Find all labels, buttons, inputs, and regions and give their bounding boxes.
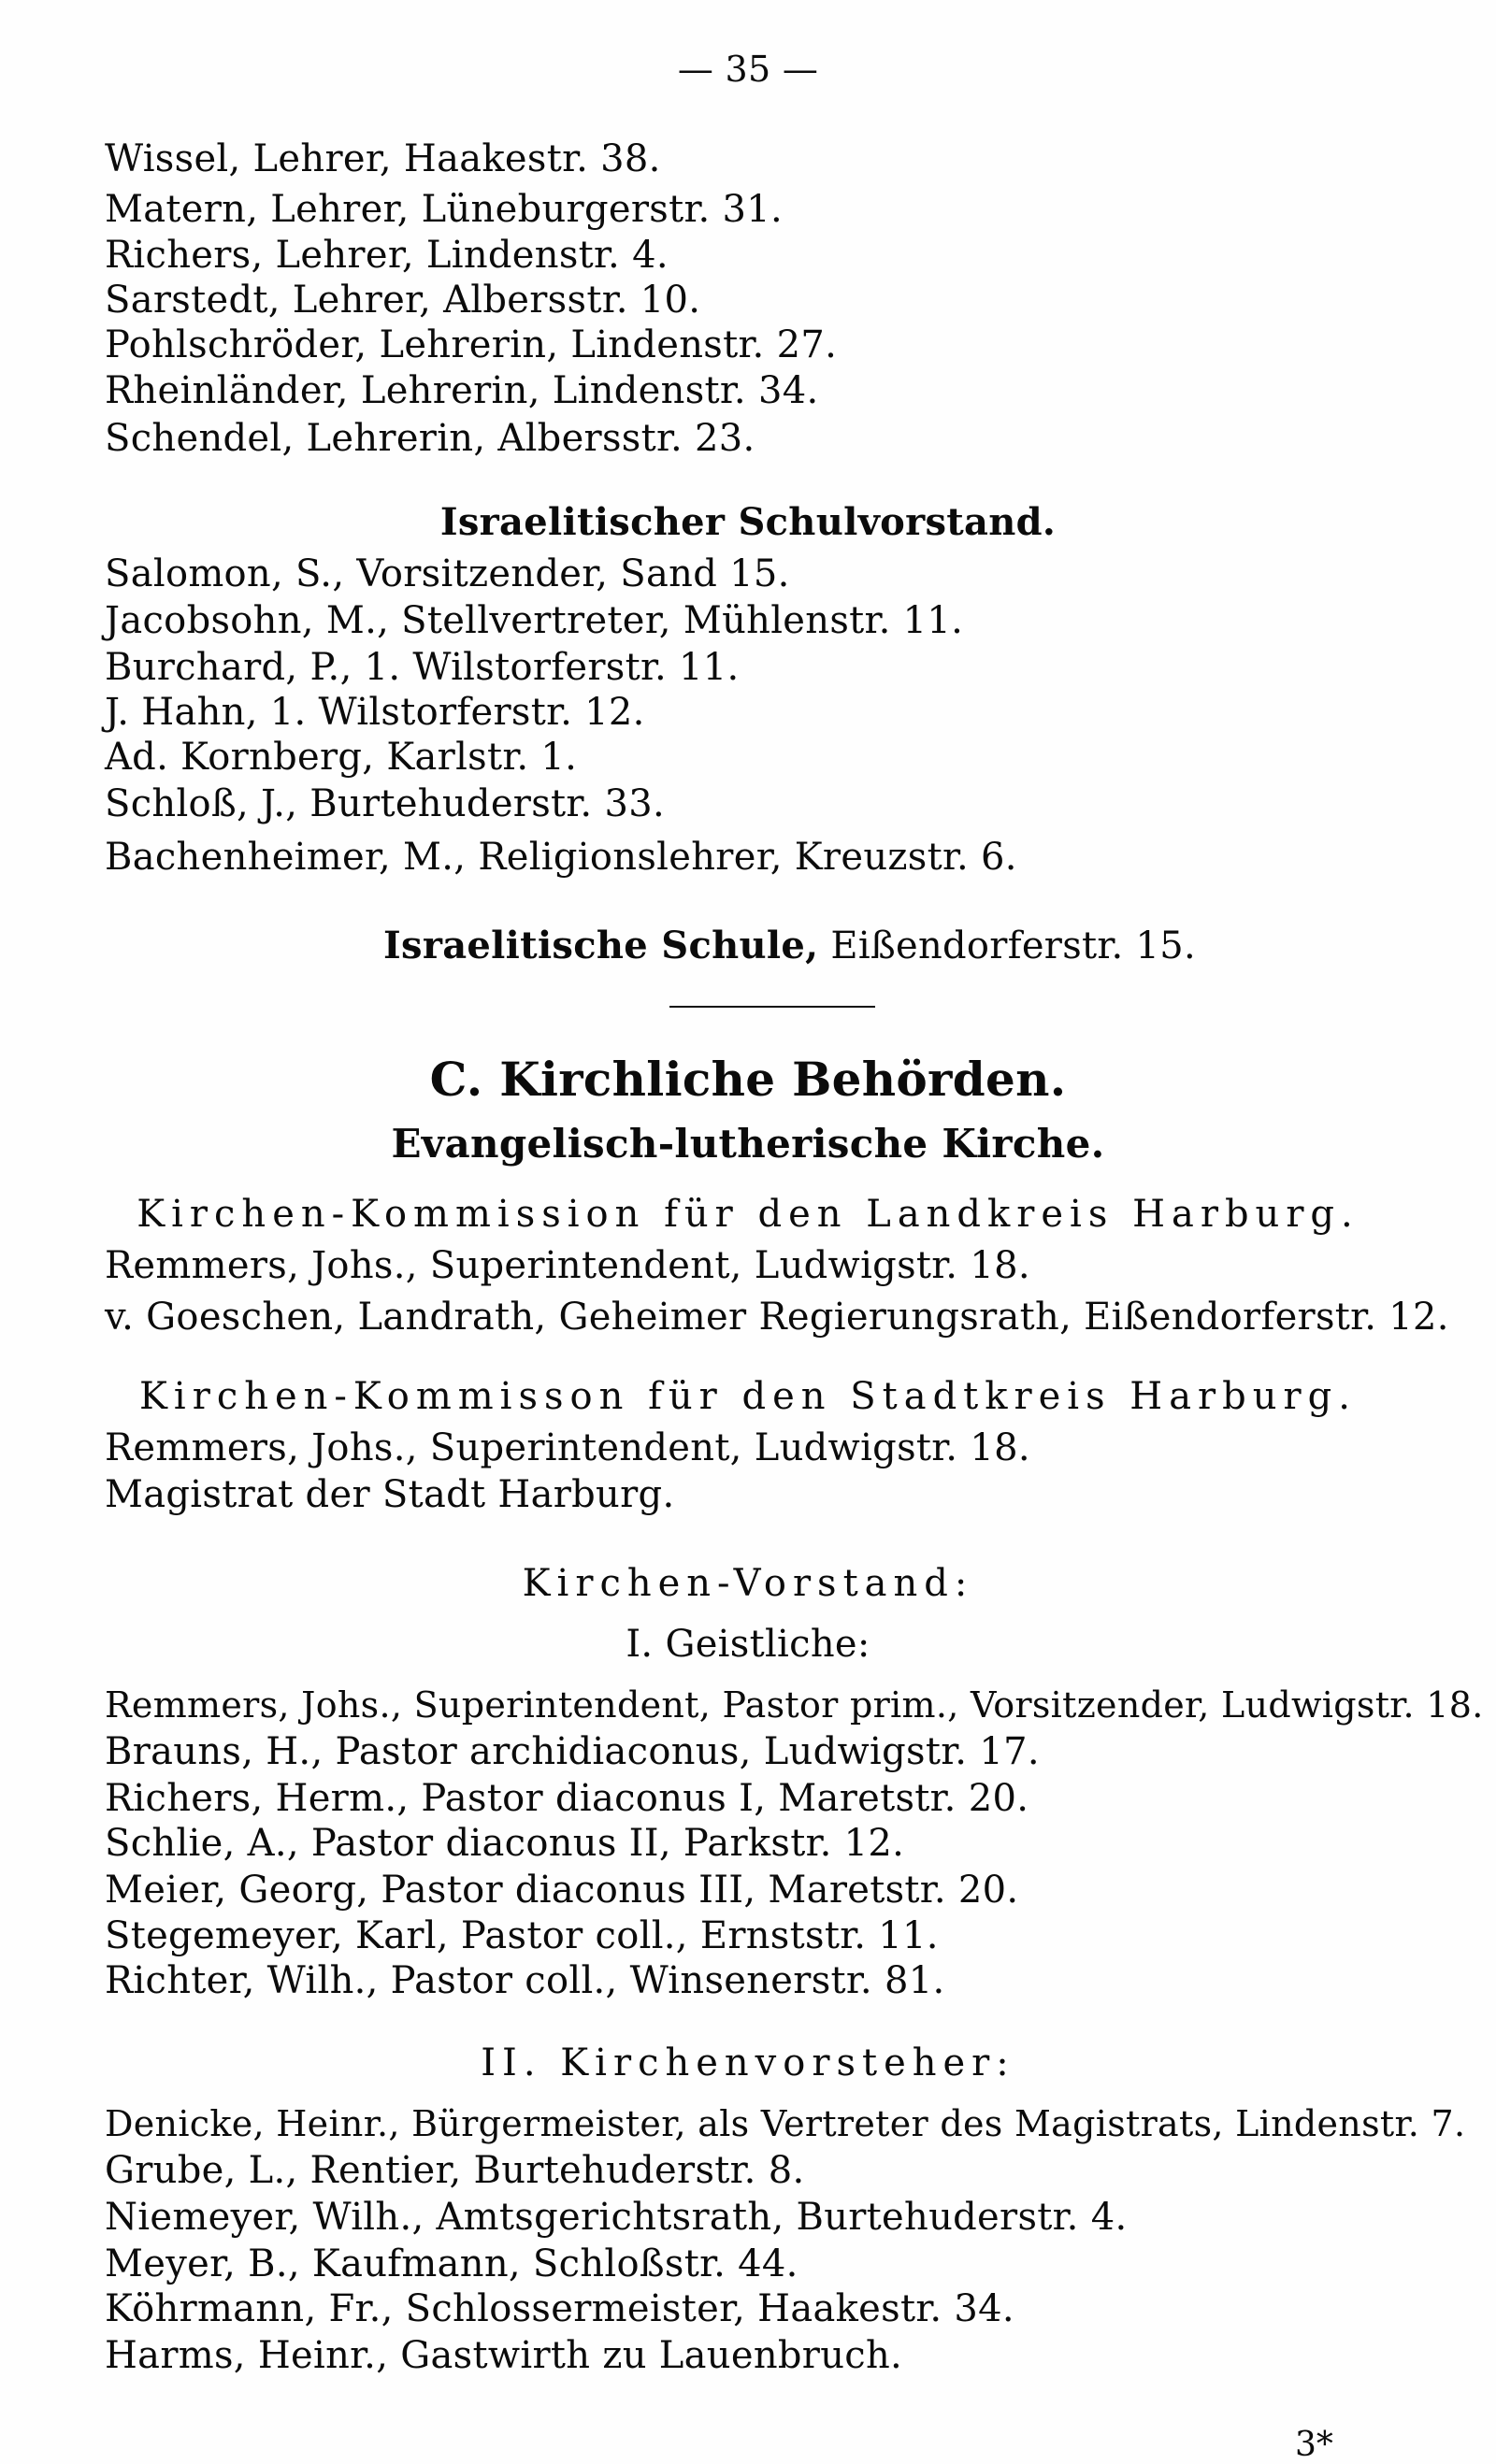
commission-member: Remmers, Johs., Superintendent, Ludwigstr. 18.: [105, 1426, 1030, 1469]
teacher-entry: Sarstedt, Lehrer, Albersstr. 10.: [105, 279, 701, 322]
church-heading: Evangelisch-lutherische Kirche.: [391, 1121, 1105, 1167]
board-member: Jacobsohn, M., Stellvertreter, Mühlenstr. 11.: [105, 599, 964, 642]
israelite-school-name: Israelitische Schule,: [383, 924, 819, 967]
clergy-heading: I. Geistliche:: [626, 1623, 870, 1666]
clergy-member: Remmers, Johs., Superintendent, Pastor prim., Vorsitzender, Ludwigstr. 18.: [105, 1684, 1484, 1726]
teacher-entry: Pohlschröder, Lehrerin, Lindenstr. 27.: [105, 323, 838, 366]
signature-mark: 3*: [1295, 2426, 1333, 2464]
clergy-member: Brauns, H., Pastor archidiaconus, Ludwigstr. 17.: [105, 1730, 1040, 1773]
stadtkreis-commission-heading: Kirchen-Kommisson für den Stadtkreis Harburg.: [139, 1375, 1357, 1418]
board-member: Bachenheimer, M., Religionslehrer, Kreuzstr. 6.: [105, 836, 1017, 879]
clergy-member: Stegemeyer, Karl, Pastor coll., Ernststr. 11.: [105, 1914, 939, 1957]
warden-member: Harms, Heinr., Gastwirth zu Lauenbruch.: [105, 2334, 903, 2377]
commission-member: Remmers, Johs., Superintendent, Ludwigstr. 18.: [105, 1244, 1030, 1287]
clergy-member: Richter, Wilh., Pastor coll., Winsenerstr. 81.: [105, 1959, 945, 2002]
teacher-entry: Rheinländer, Lehrerin, Lindenstr. 34.: [105, 369, 819, 412]
warden-member: Denicke, Heinr., Bürgermeister, als Vertreter des Magistrats, Lindenstr. 7.: [105, 2103, 1466, 2144]
board-member: J. Hahn, 1. Wilstorferstr. 12.: [105, 691, 645, 734]
landkreis-commission-heading: Kirchen-Kommission für den Landkreis Harburg.: [137, 1193, 1359, 1236]
teacher-entry: Matern, Lehrer, Lüneburgerstr. 31.: [105, 188, 784, 231]
warden-member: Köhrmann, Fr., Schlossermeister, Haakestr. 34.: [105, 2287, 1014, 2330]
israelite-board-heading: Israelitischer Schulvorstand.: [439, 500, 1057, 544]
israelite-school-address: Eißendorferstr. 15.: [830, 924, 1196, 967]
warden-member: Grube, L., Rentier, Burtehuderstr. 8.: [105, 2149, 805, 2192]
board-member: Salomon, S., Vorsitzender, Sand 15.: [105, 552, 790, 595]
page-number: — 35 —: [677, 49, 819, 90]
church-board-heading: Kirchen-Vorstand:: [522, 1562, 974, 1605]
section-divider: [669, 1006, 875, 1008]
board-member: Schloß, J., Burtehuderstr. 33.: [105, 782, 665, 825]
board-member: Burchard, P., 1. Wilstorferstr. 11.: [105, 646, 740, 689]
commission-member: v. Goeschen, Landrath, Geheimer Regierungsrath, Eißendorferstr. 12.: [105, 1296, 1449, 1339]
teacher-entry: Wissel, Lehrer, Haakestr. 38.: [105, 137, 661, 180]
board-member: Ad. Kornberg, Karlstr. 1.: [105, 736, 578, 779]
commission-member: Magistrat der Stadt Harburg.: [105, 1473, 675, 1516]
clergy-member: Meier, Georg, Pastor diaconus III, Maretstr. 20.: [105, 1869, 1019, 1912]
clergy-member: Schlie, A., Pastor diaconus II, Parkstr. 12.: [105, 1822, 905, 1865]
clergy-member: Richers, Herm., Pastor diaconus I, Maretstr. 20.: [105, 1777, 1029, 1820]
section-c-heading: C. Kirchliche Behörden.: [429, 1052, 1067, 1107]
teacher-entry: Richers, Lehrer, Lindenstr. 4.: [105, 234, 669, 277]
israelite-school: [383, 924, 1196, 968]
wardens-heading: II. Kirchenvorsteher:: [481, 2041, 1015, 2084]
teacher-entry: Schendel, Lehrerin, Albersstr. 23.: [105, 417, 755, 460]
warden-member: Niemeyer, Wilh., Amtsgerichtsrath, Burtehuderstr. 4.: [105, 2196, 1128, 2239]
warden-member: Meyer, B., Kaufmann, Schloßstr. 44.: [105, 2242, 798, 2285]
